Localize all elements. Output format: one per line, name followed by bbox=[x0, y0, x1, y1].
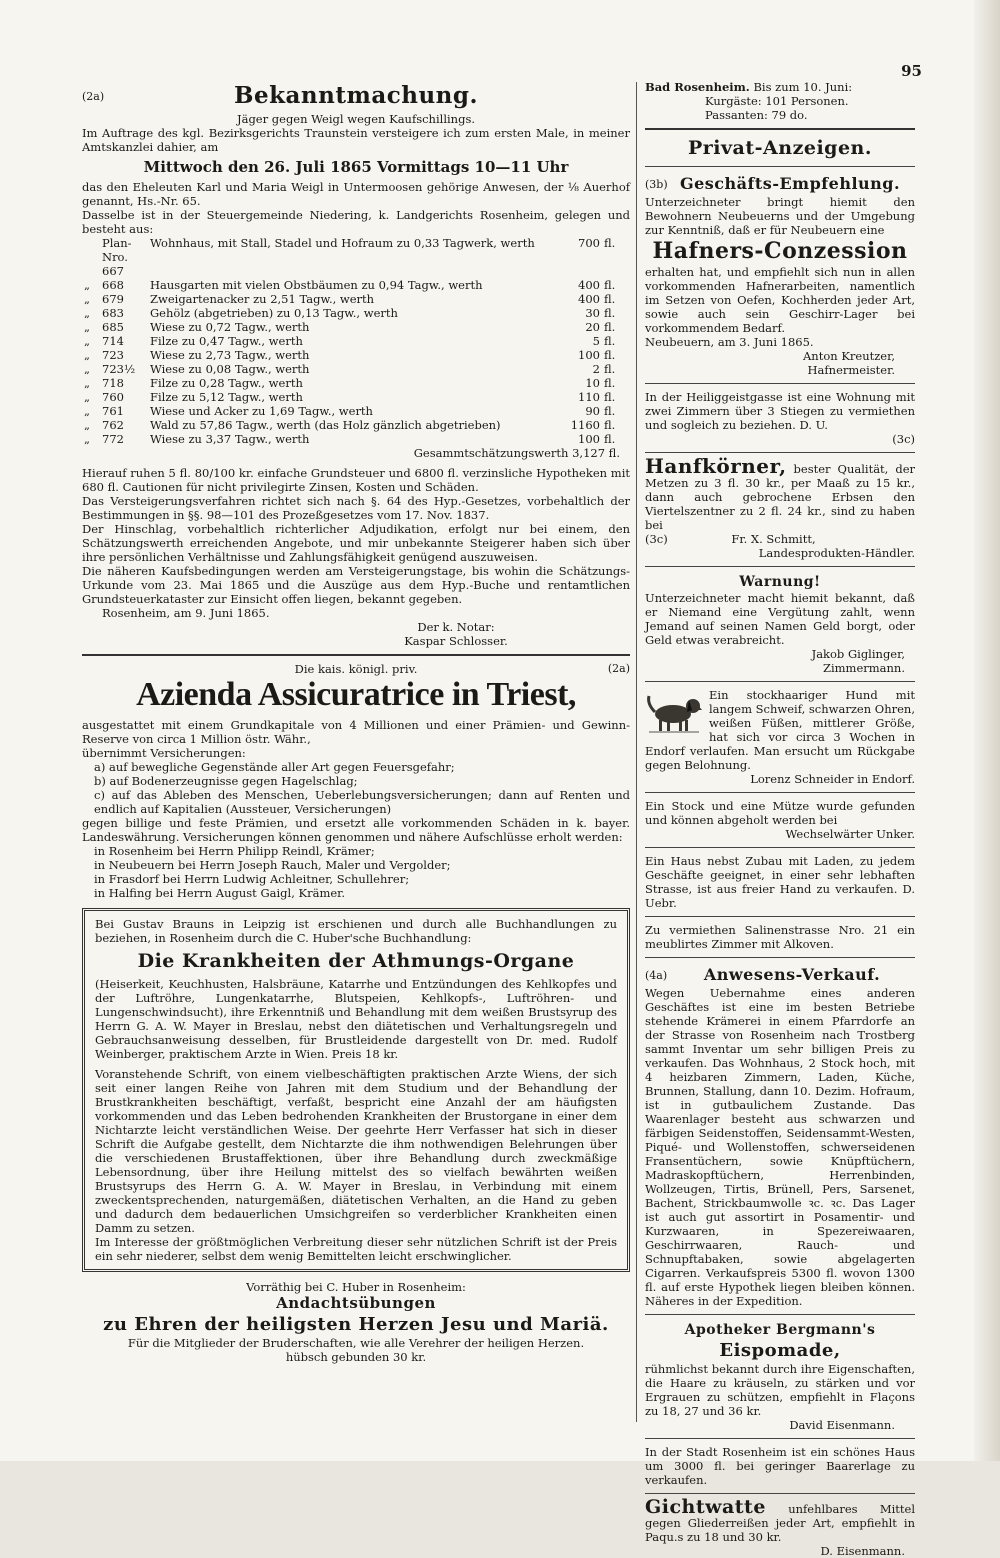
pomade-title2: Eispomade, bbox=[719, 1340, 841, 1361]
property-number: 668 bbox=[102, 278, 124, 292]
right-column bbox=[645, 80, 915, 1558]
apartment-text: In der Heiliggeistgasse ist eine Wohnung mit zwei Zimmern über 3 Stiegen zu vermiethen und sogleich zu beziehen. D. U. bbox=[645, 390, 915, 432]
bad-line3: Passanten: 79 do. bbox=[705, 108, 808, 122]
section-rule bbox=[645, 1493, 915, 1494]
announcement-tag: (2a) bbox=[82, 90, 105, 103]
bad-name: Bad Rosenheim. bbox=[645, 80, 750, 94]
announcement-p1: das den Eheleuten Karl und Maria Weigl in Untermoosen gehörige Anwesen, der ⅛ Auerhof genannt, Hs.-Nr. 65. bbox=[82, 180, 630, 208]
house-text: Ein Haus nebst Zubau mit Laden, zu jedem Geschäfte geeignet, in einer sehr lebhaften Strasse, ist aus freier Hand zu verkaufen. D. Uebr. bbox=[645, 854, 915, 910]
dog-sig: Lorenz Schneider in Endorf. bbox=[750, 772, 915, 786]
announcement-title: Bekanntmachung. bbox=[234, 82, 478, 109]
hemp-tag: (3c) bbox=[645, 532, 668, 546]
section-rule bbox=[645, 847, 915, 848]
business-tag: (3b) bbox=[645, 178, 668, 191]
book-intro: Bei Gustav Brauns in Leipzig ist erschienen und durch alle Buchhandlungen zu beziehen, in Rosenheim durch die C. Huber'sche Buchhandlung: bbox=[95, 917, 617, 945]
property-row bbox=[82, 404, 630, 418]
property-ditto: „ bbox=[84, 320, 90, 334]
property-ditto: „ bbox=[84, 432, 90, 446]
agent-item: in Frasdorf bei Herrn Ludwig Achleitner, Schullehrer; bbox=[94, 872, 410, 886]
property-ditto: „ bbox=[84, 334, 90, 348]
insurance-item: c) auf das Ableben des Menschen, Ueberlebungsversicherungen; dann auf Renten und endlich auf Kapitalien (Aussteuer, Versicherungen) bbox=[94, 788, 630, 816]
property-unit: fl. bbox=[604, 278, 616, 292]
property-number: 685 bbox=[102, 320, 124, 334]
property-ditto bbox=[82, 236, 100, 278]
pomade-sig: David Eisenmann. bbox=[789, 1418, 895, 1432]
section-rule bbox=[645, 128, 915, 130]
property-ditto: „ bbox=[84, 404, 90, 418]
property-description: Zweigartenacker zu 2,51 Tagw., werth bbox=[150, 292, 375, 306]
bad-line2: Kurgäste: 101 Personen. bbox=[705, 94, 849, 108]
book-title: Die Krankheiten der Athmungs-Organe bbox=[137, 950, 575, 972]
property-unit: fl. bbox=[604, 390, 616, 404]
property-value: 100 bbox=[578, 432, 600, 446]
insurance-item: a) auf bewegliche Gegenstände aller Art gegen Feuersgefahr; bbox=[94, 760, 455, 774]
property-description: Wiese und Acker zu 1,69 Tagw., werth bbox=[150, 404, 373, 418]
hemp-title: Hanfkörner, bbox=[645, 454, 787, 478]
property-description: Wiese zu 2,73 Tagw., werth bbox=[150, 348, 310, 362]
devotional-price: hübsch gebunden 30 kr. bbox=[285, 1350, 427, 1364]
property-row bbox=[82, 320, 630, 334]
column-divider bbox=[636, 82, 637, 1422]
property-description: Wiese zu 0,72 Tagw., werth bbox=[150, 320, 310, 334]
property-unit: fl. bbox=[604, 292, 616, 306]
property-number: 760 bbox=[102, 390, 124, 404]
agent-item: in Rosenheim bei Herrn Philipp Reindl, Krämer; bbox=[94, 844, 375, 858]
property-ditto: „ bbox=[84, 292, 90, 306]
property-description: Filze zu 5,12 Tagw., werth bbox=[150, 390, 303, 404]
warning-role: Zimmermann. bbox=[822, 661, 905, 675]
bad-rosenheim bbox=[645, 80, 915, 122]
rent-text: Zu vermiethen Salinenstrasse Nro. 21 ein meublirtes Zimmer mit Alkoven. bbox=[645, 923, 915, 951]
page-binding-edge bbox=[974, 0, 1000, 1461]
property-row bbox=[82, 306, 630, 320]
property-value: 5 bbox=[592, 334, 600, 348]
business-title: Geschäfts-Empfehlung. bbox=[679, 174, 901, 193]
dog-icon bbox=[645, 690, 703, 734]
property-unit: fl. bbox=[604, 404, 616, 418]
warning-ad bbox=[645, 573, 915, 675]
property-ditto: „ bbox=[84, 348, 90, 362]
property-row bbox=[82, 292, 630, 306]
property-row bbox=[82, 390, 630, 404]
gicht-sig: D. Eisenmann. bbox=[820, 1544, 905, 1558]
estate-title: Anwesens-Verkauf. bbox=[703, 965, 881, 984]
property-unit: fl. bbox=[604, 236, 616, 250]
property-row bbox=[82, 432, 630, 446]
business-role: Hafnermeister. bbox=[807, 363, 895, 377]
property-row bbox=[82, 348, 630, 362]
property-number: 683 bbox=[102, 306, 124, 320]
apartment-ad bbox=[645, 390, 915, 446]
property-row bbox=[82, 418, 630, 432]
insurance-tag: (2a) bbox=[607, 662, 630, 675]
property-unit: fl. bbox=[604, 362, 616, 376]
warning-name: Jakob Giglinger, bbox=[811, 647, 905, 661]
total-value: Gesammtschätzungswerth 3,127 fl. bbox=[413, 446, 620, 460]
property-ditto: „ bbox=[84, 362, 90, 376]
property-unit: fl. bbox=[604, 376, 616, 390]
property-description: Wald zu 57,86 Tagw., werth (das Holz gänzlich abgetrieben) bbox=[150, 418, 501, 432]
section-rule bbox=[645, 1438, 915, 1439]
devotional-title: Andachtsübungen bbox=[276, 1294, 436, 1312]
hemp-ad bbox=[645, 454, 915, 560]
property-unit: fl. bbox=[604, 320, 616, 334]
announcement-place-date: Rosenheim, am 9. Juni 1865. bbox=[102, 606, 270, 620]
section-rule bbox=[82, 654, 630, 656]
estate-tag: (4a) bbox=[645, 969, 668, 982]
property-unit: fl. bbox=[604, 432, 616, 446]
property-description: Wohnhaus, mit Stall, Stadel und Hofraum zu 0,33 Tagwerk, werth bbox=[150, 236, 535, 250]
announcement-intro: Im Auftrage des kgl. Bezirksgerichts Traunstein versteigere ich zum ersten Male, in meiner Amtskanzlei dahier, am bbox=[82, 126, 630, 154]
property-description: Wiese zu 3,37 Tagw., werth bbox=[150, 432, 310, 446]
insurance-item: b) auf Bodenerzeugnisse gegen Hagelschlag; bbox=[94, 774, 358, 788]
insurance-list bbox=[82, 760, 630, 816]
dog-text: Ein stockhaariger Hund mit langem Schweif, schwarzen Ohren, weißen Füßen, mittlerer Größe, hat sich vor circa 3 Wochen in Endorf verlaufen. Man ersucht um Rückgabe gegen Belohnung. bbox=[645, 688, 915, 772]
property-unit: fl. bbox=[604, 418, 616, 432]
insurance-ad bbox=[82, 662, 630, 900]
business-name: Anton Kreutzer, bbox=[803, 349, 895, 363]
property-number: 718 bbox=[102, 376, 124, 390]
devotional-ad bbox=[82, 1280, 630, 1364]
section-rule bbox=[645, 1314, 915, 1315]
property-unit: fl. bbox=[604, 334, 616, 348]
estate-ad bbox=[645, 964, 915, 1308]
warning-title: Warnung! bbox=[739, 574, 821, 590]
property-value: 20 bbox=[585, 320, 600, 334]
agent-item: in Neubeuern bei Herrn Joseph Rauch, Maler und Vergolder; bbox=[94, 858, 451, 872]
gicht-text: unfehlbares Mittel gegen Gliederreißen jeder Art, empfiehlt in Paqu.s zu 18 und 30 kr. bbox=[645, 1502, 916, 1544]
bad-line1: Bis zum 10. Juni: bbox=[753, 80, 853, 94]
insurance-pre: Die kais. königl. priv. bbox=[294, 662, 418, 676]
pomade-text: rühmlichst bekannt durch ihre Eigenschaften, die Haare zu kräuseln, zu stärken und vor Ergrauen zu schützen, empfiehlt in Flaçons zu 18, 27 und 36 kr. bbox=[645, 1362, 915, 1418]
property-row bbox=[82, 334, 630, 348]
announcement-p5: Der Hinschlag, vorbehaltlich richterlicher Adjudikation, erfolgt nur bei einem, den Schätzungswerth erreichenden Angebote, und mir unbekannte Steigerer haben sich über ihre persönlichen Verhältnisse und Zahlungsfähigkeit genügend auszuweisen. bbox=[82, 522, 630, 564]
property-value: 1160 bbox=[570, 418, 600, 432]
property-number: 679 bbox=[102, 292, 124, 306]
agent-item: in Halfing bei Herrn August Gaigl, Krämer. bbox=[94, 886, 346, 900]
business-big: Hafners-Conzession bbox=[652, 238, 908, 264]
property-number: 772 bbox=[102, 432, 124, 446]
estate-text: Wegen Uebernahme eines anderen Geschäftes ist eine im besten Betriebe stehende Krämerei in einem Pfarrdorfe an der Strasse von Rosenheim nach Trostberg sammt Inventar um sehr billigen Preis zu verkaufen. Das Wohnhaus, 2 Stock hoch, mit 4 heizbaren Zimmern, Laden, Küche, Brunnen, Stallung, dann 10. Dezim. Hofraum, ist in gutbaulichem Zustande. Das Waarenlager besteht aus schwarzen und färbigen Seidenstoffen, Seidensammt-Westen, Piqué- und Wollenstoffen, schwerseidenen Fransentüchern, sowie Knüpftüchern, Madraskopftüchern, Herrenbinden, Wollzeugen, Tirtis, Brünell, Pers, Sarsenet, Bachent, Strickbaumwolle ꝛc. ꝛc. Das Lager ist auch gut assortirt in Posamentir- und Kurzwaaren, in Spezereiwaaren, Geschirrwaaren, Rauch- und Schnupftabaken, sowie abgelagerten Cigarren. Verkaufspreis 5300 fl. wovon 1300 fl. auf erste Hypothek liegen bleiben können. Näheres in der Expedition. bbox=[645, 986, 915, 1308]
warning-text: Unterzeichneter macht hiemit bekannt, daß er Niemand eine Vergütung zahlt, wenn Jemand auf seinen Namen Geld borgt, oder Geld etwas verabreicht. bbox=[645, 591, 915, 647]
property-description: Gehölz (abgetrieben) zu 0,13 Tagw., werth bbox=[150, 306, 398, 320]
insurance-p2: übernimmt Versicherungen: bbox=[82, 746, 246, 760]
property-ditto: „ bbox=[84, 376, 90, 390]
property-number: Plan-Nro. 667 bbox=[102, 236, 132, 278]
business-p2: erhalten hat, und empfiehlt sich nun in allen vorkommenden Hafnerarbeiten, namentlich im Setzen von Oefen, Kochherden jeder Art, sowie auch sein Geschirr-Lager bei vorkommendem Bedarf. bbox=[645, 265, 915, 335]
property-value: 100 bbox=[578, 348, 600, 362]
property-description: Hausgarten mit vielen Obstbäumen zu 0,94 Tagw., werth bbox=[150, 278, 483, 292]
property-number: 761 bbox=[102, 404, 124, 418]
notary-name: Kaspar Schlosser. bbox=[404, 634, 508, 648]
property-number: 723½ bbox=[102, 362, 136, 376]
announcement-p4: Das Versteigerungsverfahren richtet sich nach §. 64 des Hyp.-Gesetzes, vorbehaltlich der Bestimmungen in §§. 98—101 des Prozeßgesetzes vom 17. Nov. 1837. bbox=[82, 494, 630, 522]
book-p1: (Heiserkeit, Keuchhusten, Halsbräune, Katarrhe und Entzündungen des Kehlkopfes und der Luftröhre, Lungenkatarrhe, Blutspeien, Kehlkopfs-, Luftröhren- und Lungenschwindsucht), ihre Erkenntniß und Behandlung mit dem weißen Brustsyrup des Herrn G. A. W. Mayer in Breslau, nebst den diätetischen und Verhaltungsregeln und Gebrauchsanweisung desselben, für Brustleidende dargestellt von Dr. med. Rudolf Weinberger, praktischem Arzte in Wien. Preis 18 kr. bbox=[95, 977, 617, 1061]
announcement-p3: Hierauf ruhen 5 fl. 80/100 kr. einfache Grundsteuer und 6800 fl. verzinsliche Hypotheken mit 680 fl. Cautionen für nicht privilegirte Zinsen, Kosten und Schäden. bbox=[82, 466, 630, 494]
section-rule bbox=[645, 383, 915, 384]
dog-ad bbox=[645, 688, 915, 786]
page-number: 95 bbox=[901, 62, 922, 80]
property-value: 400 bbox=[578, 292, 600, 306]
section-rule bbox=[645, 957, 915, 958]
announcement-subtitle: Jäger gegen Weigl wegen Kaufschillings. bbox=[236, 112, 476, 126]
gicht-title: Gichtwatte bbox=[645, 1496, 766, 1518]
agent-list bbox=[82, 844, 630, 900]
pomade-title1: Apotheker Bergmann's bbox=[684, 1322, 876, 1338]
section-rule bbox=[645, 452, 915, 453]
hemp-name: Fr. X. Schmitt, bbox=[731, 532, 816, 546]
insurance-p3: gegen billige und feste Prämien, und ersetzt alle vorkommenden Schäden in k. bayer. Landeswährung. Versicherungen können genommen und nähere Aufschlüsse erholt werden: bbox=[82, 816, 630, 844]
left-column bbox=[82, 80, 630, 1364]
business-p1: Unterzeichneter bringt hiemit den Bewohnern Neubeuerns und der Umgebung zur Kenntniß, daß er für Neubeuern eine bbox=[645, 195, 915, 237]
announcement-p2: Dasselbe ist in der Steuergemeinde Niedering, k. Landgerichts Rosenheim, gelegen und besteht aus: bbox=[82, 208, 630, 236]
pomade-ad bbox=[645, 1321, 915, 1432]
property-value: 700 bbox=[578, 236, 600, 250]
notary-title: Der k. Notar: bbox=[417, 620, 495, 634]
devotional-title2: zu Ehren der heiligsten Herzen Jesu und Mariä. bbox=[103, 1314, 609, 1335]
property-description: Wiese zu 0,08 Tagw., werth bbox=[150, 362, 310, 376]
property-unit: fl. bbox=[604, 306, 616, 320]
section-rule bbox=[645, 566, 915, 567]
found-text: Ein Stock und eine Mütze wurde gefunden und können abgeholt werden bei bbox=[645, 799, 915, 827]
devotional-p1: Für die Mitglieder der Bruderschaften, wie alle Verehrer der heiligen Herzen. bbox=[127, 1336, 585, 1350]
property-description: Filze zu 0,47 Tagw., werth bbox=[150, 334, 303, 348]
property-value: 30 bbox=[585, 306, 600, 320]
devotional-pre: Vorräthig bei C. Huber in Rosenheim: bbox=[246, 1280, 466, 1294]
property-ditto: „ bbox=[84, 278, 90, 292]
city-house-ad bbox=[645, 1445, 915, 1487]
private-heading: Privat-Anzeigen. bbox=[688, 137, 872, 159]
section-rule bbox=[645, 166, 915, 167]
house-ad bbox=[645, 854, 915, 910]
property-description: Filze zu 0,28 Tagw., werth bbox=[150, 376, 303, 390]
found-sig: Wechselwärter Unker. bbox=[785, 827, 915, 841]
rent-ad bbox=[645, 923, 915, 951]
property-number: 762 bbox=[102, 418, 124, 432]
insurance-p1: ausgestattet mit einem Grundkapitale von 4 Millionen und einer Prämien- und Gewinn-Reserve von circa 1 Million östr. Währ., bbox=[82, 718, 630, 746]
property-number: 714 bbox=[102, 334, 124, 348]
auction-date: Mittwoch den 26. Juli 1865 Vormittags 10—11 Uhr bbox=[143, 158, 569, 176]
business-place: Neubeuern, am 3. Juni 1865. bbox=[645, 335, 814, 349]
city-house-text: In der Stadt Rosenheim ist ein schönes Haus um 3000 fl. bei geringer Baarerlage zu verkaufen. bbox=[645, 1445, 915, 1487]
book-p2: Voranstehende Schrift, von einem vielbeschäftigten praktischen Arzte Wiens, der sich seit einer langen Reihe von Jahren mit dem Studium und der Behandlung der Brustkrankheiten beschäftigt, verfaßt, bespricht eine Anzahl der am häufigsten vorkommenden und das Leben bedrohenden Krankheiten der Brustorgane in einer dem Nichtarzte leicht verständlichen Weise. Der geehrte Herr Verfasser hat sich in dieser Schrift die Aufgabe gestellt, dem Nichtarzte die ihm nothwendigen Belehrungen über die verschiedenen Brustaffektionen, über ihre Behandlung durch zweckmäßige Lebensordnung, über ihre Heilung mittelst des so vielfach bewährten weißen Brustsyrups des Herrn G. A. W. Mayer in Breslau, in Verbindung mit einem zweckentsprechenden, naturgemäßen, diätetischen Verhalten, an die Hand zu geben und dadurch dem bedauerlichen Umsichgreifen so verderblicher Krankheiten einen Damm zu setzen. bbox=[95, 1067, 617, 1235]
property-value: 10 bbox=[585, 376, 600, 390]
insurance-title: Azienda Assicuratrice in Triest, bbox=[136, 676, 576, 713]
property-value: 400 bbox=[578, 278, 600, 292]
section-rule bbox=[645, 792, 915, 793]
property-value: 90 bbox=[585, 404, 600, 418]
apartment-tag: (3c) bbox=[892, 432, 915, 446]
property-unit: fl. bbox=[604, 348, 616, 362]
section-rule bbox=[645, 681, 915, 682]
found-ad bbox=[645, 799, 915, 841]
book-ad bbox=[82, 908, 630, 1272]
section-rule bbox=[645, 916, 915, 917]
property-number: 723 bbox=[102, 348, 124, 362]
property-value: 110 bbox=[578, 390, 600, 404]
property-row bbox=[82, 362, 630, 376]
property-row bbox=[82, 376, 630, 390]
property-row bbox=[82, 236, 630, 278]
property-ditto: „ bbox=[84, 306, 90, 320]
hemp-text: bester Qualität, der Metzen zu 3 fl. 30 kr., per Maaß zu 15 kr., dann auch gebrochene Erbsen den Viertelszentner zu 2 fl. 24 kr., sind zu haben bei bbox=[645, 462, 915, 532]
property-row bbox=[82, 278, 630, 292]
gicht-ad bbox=[645, 1496, 916, 1558]
property-ditto: „ bbox=[84, 418, 90, 432]
announcement-p6: Die näheren Kaufsbedingungen werden am Versteigerungstage, bis wohin die Schätzungs-Urkunde vom 23. Mai 1865 und die Auszüge aus dem Hyp.-Buche und rentamtlichen Grundsteuerkataster zur Einsicht offen liegen, bekannt gegeben. bbox=[82, 564, 630, 606]
property-ditto: „ bbox=[84, 390, 90, 404]
book-p3: Im Interesse der größtmöglichen Verbreitung dieser sehr nützlichen Schrift ist der Preis ein sehr niederer, selbst dem wenig Bemittelten leicht erschwinglicher. bbox=[95, 1235, 617, 1263]
announcement bbox=[82, 82, 630, 648]
hemp-role: Landesprodukten-Händler. bbox=[758, 546, 915, 560]
property-table bbox=[82, 236, 630, 446]
property-value: 2 bbox=[592, 362, 600, 376]
business-ad bbox=[645, 173, 915, 377]
